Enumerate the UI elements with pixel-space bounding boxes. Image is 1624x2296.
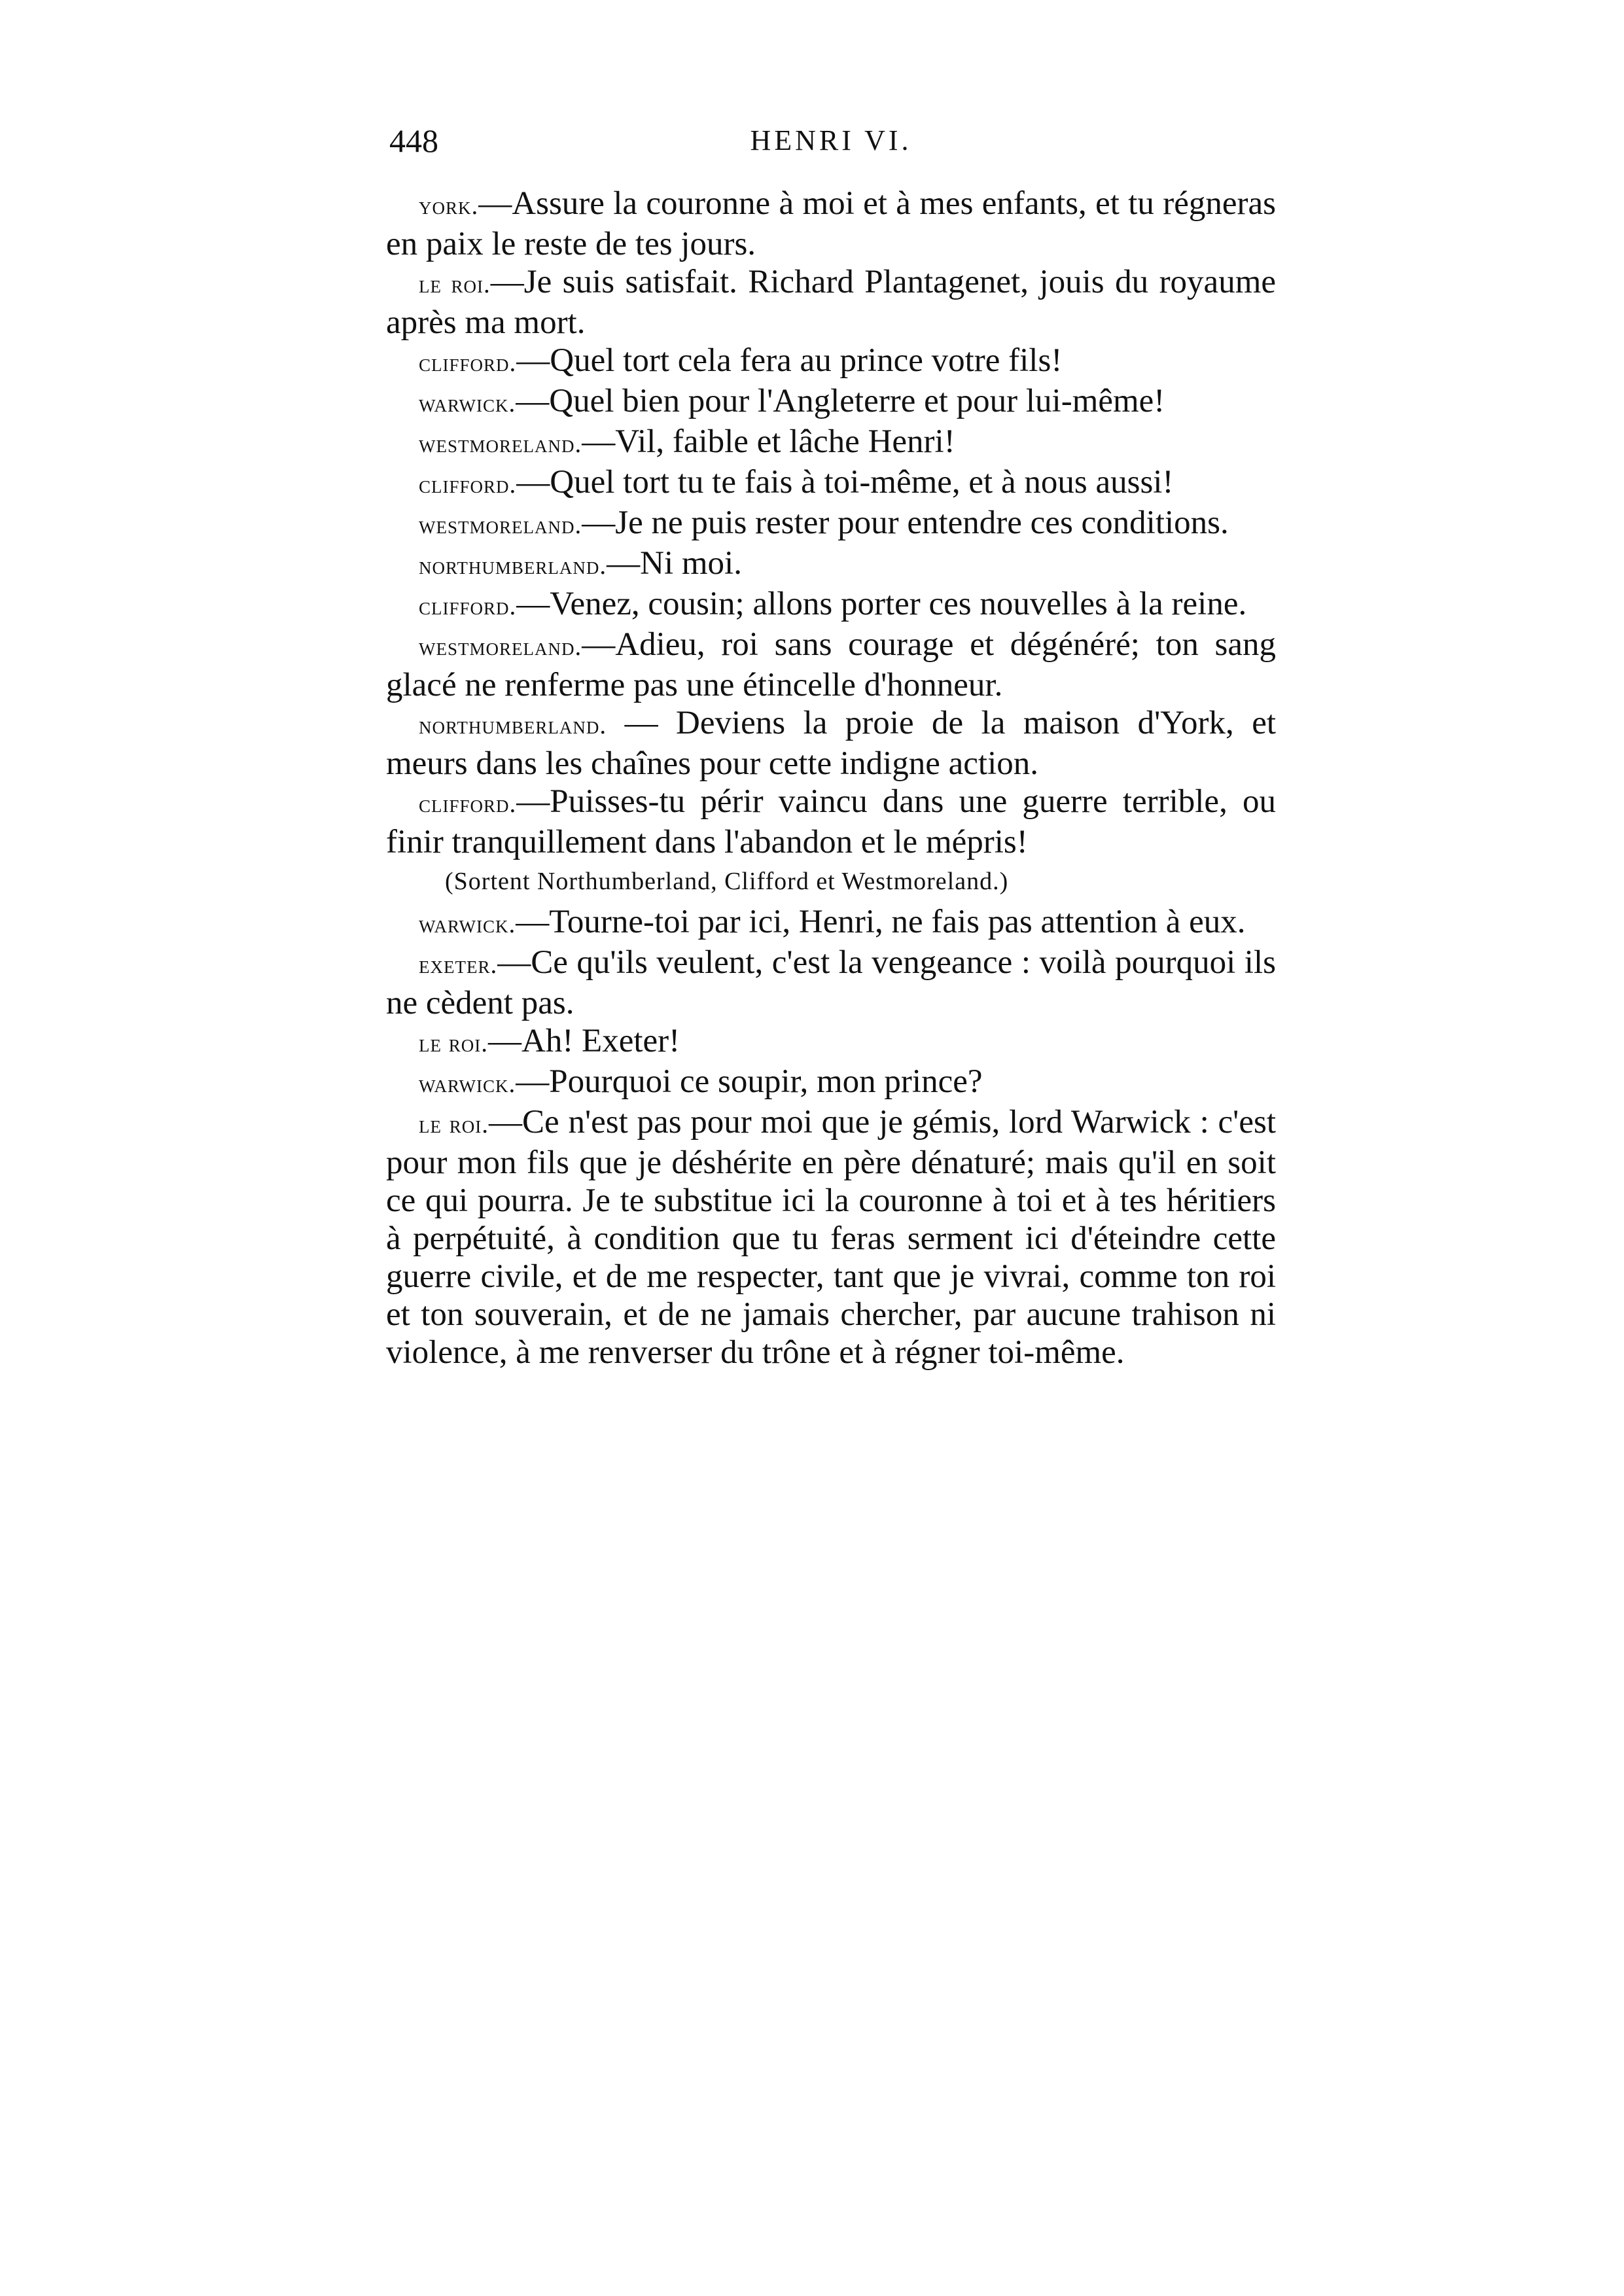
speech-text: —Assure la couronne à moi et à mes enfants, et tu régneras en paix le reste de tes jours. [386,185,1276,262]
speech-clifford [386,783,1276,861]
speech-text: —Ah! Exeter! [487,1023,680,1059]
speaker-name: le roi. [419,1029,488,1057]
speech-le-roi [386,1022,1276,1063]
speech-text: —Quel tort tu te fais à toi-même, et à nous aussi! [516,464,1174,501]
speaker-name: westmoreland. [419,633,582,661]
speech-westmoreland [386,423,1276,463]
speaker-name: westmoreland. [419,430,582,458]
speech-le-roi [386,263,1276,342]
speech-northumberland [386,544,1276,585]
speech-clifford [386,585,1276,626]
speech-northumberland [386,704,1276,783]
speech-text: —Puisses-tu périr vaincu dans une guerre terrible, ou finir tranquillement dans l'abandon et le mépris! [386,783,1276,860]
speaker-name: warwick. [419,1070,516,1098]
speech-text: —Tourne-toi par ici, Henri, ne fais pas attention à eux. [516,904,1246,940]
page-body [386,185,1276,1371]
speaker-name: westmoreland. [419,511,582,539]
speech-text: —Quel bien pour l'Angleterre et pour lui-même! [516,383,1165,419]
speaker-name: exeter. [419,951,498,979]
speaker-name: clifford. [419,592,517,620]
speech-warwick [386,903,1276,944]
speech-text: —Venez, cousin; allons porter ces nouvelles à la reine. [516,586,1247,622]
speech-exeter [386,944,1276,1022]
speaker-name: clifford. [419,790,517,818]
speech-text: —Je suis satisfait. Richard Plantagenet, jouis du royaume après ma mort. [386,264,1276,341]
speaker-name: le roi. [419,270,491,298]
speech-text: —Quel tort cela fera au prince votre fils! [516,342,1063,379]
stage-direction: (Sortent Northumberland, Clifford et Westmoreland.) [445,868,1009,895]
speech-text: —Ce n'est pas pour moi que je gémis, lord Warwick : c'est pour mon fils que je déshérite en père dénaturé; mais qu'il en soit ce qui pourra. Je te substitue ici la couronne à toi et à tes héritiers à perpétuité, à condition que tu feras serment ici d'éteindre cette guerre civile, et de me respecter, tant que je vivrai, comme ton roi et ton souverain, et de ne jamais chercher, par aucune trahison ni violence, à me renverser du trône et à régner toi-même. [386,1104,1276,1371]
speech-text: —Je ne puis rester pour entendre ces conditions. [582,504,1229,541]
speech-text: —Adieu, roi sans courage et dégénéré; ton sang glacé ne renferme pas une étincelle d'honneur. [386,626,1276,703]
book-page [386,111,1276,1371]
speaker-name: warwick. [419,389,516,417]
speech-clifford [386,342,1276,382]
speech-text: —Ce qu'ils veulent, c'est la vengeance : voilà pourquoi ils ne cèdent pas. [386,944,1276,1021]
speaker-name: le roi. [419,1110,489,1139]
speaker-name: clifford. [419,470,517,499]
speech-westmoreland [386,504,1276,544]
running-title: HENRI VI. [750,124,912,156]
speaker-name: warwick. [419,910,516,938]
speech-westmoreland [386,626,1276,704]
speech-le-roi [386,1103,1276,1371]
speaker-name: clifford. [419,349,517,377]
speaker-name: northumberland. [419,711,607,739]
speech-warwick [386,382,1276,423]
page-number: 448 [389,122,438,159]
page-header [386,111,1276,170]
speaker-name: york. [419,192,479,220]
speech-text: —Ni moi. [607,545,742,582]
speech-york [386,185,1276,263]
speech-text: —Vil, faible et lâche Henri! [582,423,955,460]
speaker-name: northumberland. [419,552,607,580]
speech-clifford [386,463,1276,504]
speech-text: —Pourquoi ce soupir, mon prince? [516,1063,983,1100]
speech-text: — Deviens la proie de la maison d'York, et meurs dans les chaînes pour cette indigne action. [386,705,1276,782]
speech-warwick [386,1063,1276,1103]
